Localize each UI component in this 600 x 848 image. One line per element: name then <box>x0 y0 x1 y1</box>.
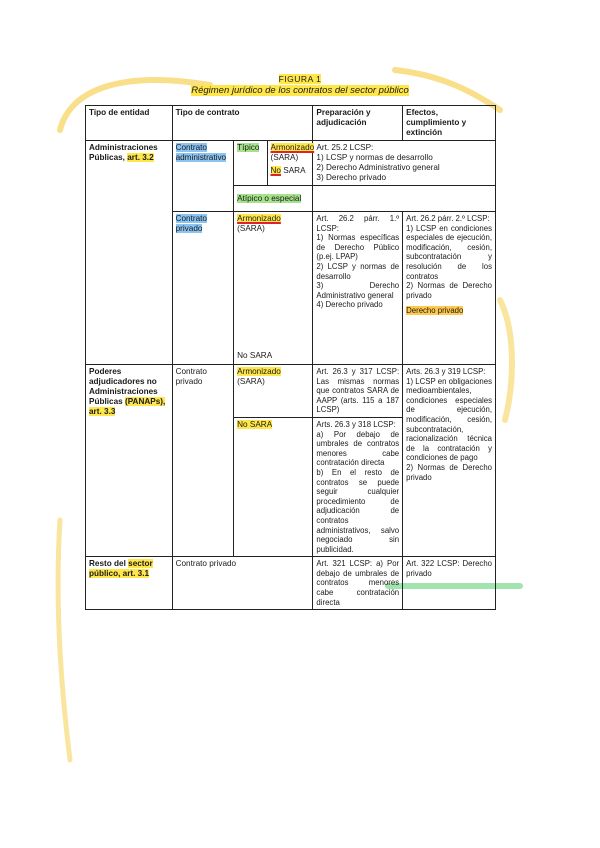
ap-entity-cell: Administraciones Públicas, art. 3.2 <box>86 141 173 212</box>
panap-entity-cell: Poderes adjudicadores no Administraciones Públicas (PANAPs), art. 3.3 <box>86 365 173 557</box>
panap-nosara-cell: No SARA <box>234 417 313 556</box>
table-row <box>86 212 496 365</box>
ap-private-effects: Art. 26.2 párr. 2.º LCSP: 1) LCSP en condiciones especiales de ejecución, modificación, cesión, subcontratación y resolución de los contratos 2) Normas de Derecho privado Derecho privado <box>403 212 496 365</box>
rest-entity-cell: Resto del sector público, art. 3.1 <box>86 557 173 610</box>
ap-tipico-cell: Típico <box>234 141 267 186</box>
figure-label: FIGURA 1 <box>278 74 322 84</box>
rest-effects: Art. 322 LCSP: Derecho privado <box>403 557 496 610</box>
ap-private-sara-cell: Armonizado (SARA) No SARA <box>234 212 313 365</box>
table-row <box>86 141 496 186</box>
ap-atipico-empty <box>313 186 496 212</box>
rest-contract-cell: Contrato privado <box>172 557 313 610</box>
header-entity-type: Tipo de entidad <box>86 106 173 141</box>
panap-armonizado-cell: Armonizado (SARA) <box>234 365 313 418</box>
ap-sara-cell: Armonizado (SARA) No SARA <box>267 141 313 186</box>
ap-entity-continued <box>86 212 173 365</box>
header-effects: Efectos, cumplimiento y extinción <box>403 106 496 141</box>
panap-effects: Arts. 26.3 y 319 LCSP: 1) LCSP en obligaciones medioambientales, condiciones especiales de ejecución, modificación, cesión, subcontratación, racionalización técnica de la contratación y condiciones de pago 2) Normas de Derecho privado <box>403 365 496 557</box>
table-row <box>86 365 496 418</box>
header-preparation: Preparación y adjudicación <box>313 106 403 141</box>
marker-arc-right <box>500 300 512 420</box>
panap-nosara-prep: Arts. 26.3 y 318 LCSP: a) Por debajo de umbrales de contratos menores cabe contratación directa b) En el resto de contratos se puede seguir cualquier procedimiento de adjudicación de contratos administrativos, salvo negociado sin publicidad. <box>313 417 403 556</box>
figure-header <box>130 74 470 96</box>
ap-admin-contract-cell: Contrato administrativo <box>172 141 234 212</box>
panap-armonizado-prep: Art. 26.3 y 317 LCSP: Las mismas normas que contratos SARA de AAPP (arts. 115 a 187 LCSP) <box>313 365 403 418</box>
table-row <box>86 557 496 610</box>
ap-atipico-cell: Atípico o especial <box>234 186 313 212</box>
ap-private-prep: Art. 26.2 párr. 1.º LCSP: 1) Normas específicas de Derecho Público (p.ej. LPAP) 2) LCSP y normas de desarrollo 3) Derecho Administrativo general 4) Derecho privado <box>313 212 403 365</box>
rest-prep: Art. 321 LCSP: a) Por debajo de umbrales de contratos menores cabe contratación directa <box>313 557 403 610</box>
legal-regime-table <box>85 105 496 610</box>
panap-contract-cell: Contrato privado <box>172 365 234 557</box>
marker-arc-bottom-left <box>58 520 70 760</box>
figure-title: Régimen jurídico de los contratos del sector público <box>191 85 409 96</box>
table-header-row <box>86 106 496 141</box>
ap-private-contract-cell: Contrato privado <box>172 212 234 365</box>
ap-admin-prep-effects: Art. 25.2 LCSP: 1) LCSP y normas de desarrollo 2) Derecho Administrativo general 3) Derecho privado <box>313 141 496 186</box>
header-contract-type: Tipo de contrato <box>172 106 313 141</box>
